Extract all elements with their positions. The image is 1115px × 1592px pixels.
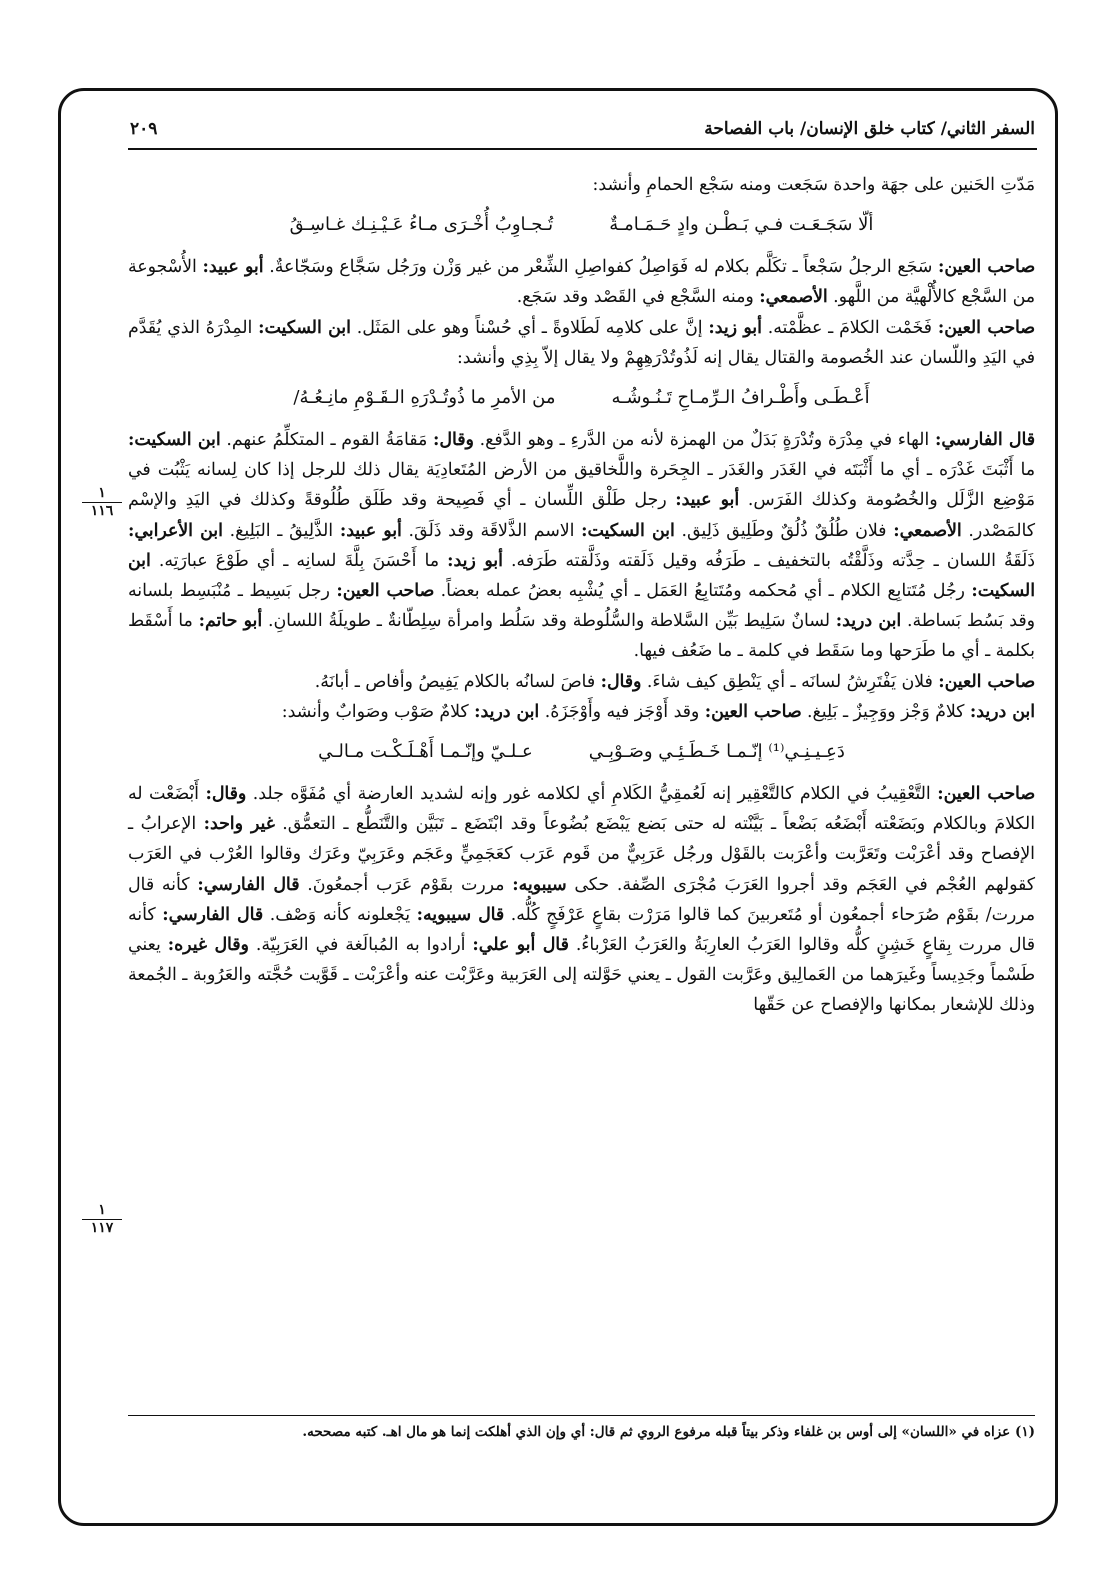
text-run: ومنه السَّجْع في القَصْد وقد سَجَع. [516,287,760,308]
margin-note-denominator: ١١٦ [90,503,114,519]
text-run: الاسم الذَّلاقَة وقد ذَلَقَ. [401,520,582,541]
verse-hemistich-left: من الأمرِ ما ذُوتُـدْرَهِ الـقَـوْمِ مانِـعُـهُ/ [293,387,556,409]
speaker-label: ابن السكيت: [128,550,1035,602]
speaker-label: ابن دريد: [835,611,902,632]
speaker-label: أبو عبيد: [202,257,264,278]
text-run: التَّعْقِيبُ في الكلام كالتَّعْقِير إنه لَعُمقِيُّ الكَلامِ أي لكلامه غور وإنه لشديد العارضة أي مُفَوَّه جلد. [246,784,938,805]
verse-hemistich-left: تُـجـاوِبُ أُخْـرَى مـاءُ عَـيْـنِـك غـاسِـقُ [289,214,554,236]
speaker-label: ابن دريد: [969,701,1035,722]
verse-hemistich-right: ألّا سَجَـعَـت فـي بَـطْـن وادٍ حَـمَـامـةٌ [609,214,874,236]
speaker-label: قال أبو علي: [472,935,569,956]
speaker-label: ابن السكيت: [128,430,221,451]
header-rule [128,148,1037,150]
text-run: كأنه قال مررت/ بقَوْم صُرَحاء أجمعُون أو مُتَعربينَ كما قالوا مَرَرْت بقاعٍ عَرْفَجٍ كُلُّه. [128,874,1036,925]
paragraph-3 [128,313,1035,373]
verse-hemistich-right: دَعِـيـنِـي⁽¹⁾ إنّـمـا خَـطَـئِـي وصَـوْبِـي [588,741,845,763]
margin-note-2 [82,1203,122,1236]
text-run: رجل بَسِيط ـ مُنْبَسِط بلسانه وقد بَسُط بَساطة. [128,581,1035,632]
verse-hemistich-left: عـلـيّ وإنّـمـا أَهْـلَـكْـت مـالـي [318,741,533,763]
speaker-label: صاحب العين: [937,784,1035,805]
text-run: أرادوا به المُبالَغة في العَرَبِيّة. [248,935,473,956]
speaker-label: أبو عبيد: [675,490,740,511]
text-run: وقد أَوْجَز فيه وأَوْجَزَهُ. [539,701,705,722]
verse-hemistich-right: أَعْـطَـى وأَطْـرافُ الـرِّمـاحِ تَـنُـوشُـه [611,387,870,409]
paragraph-4 [128,425,1035,667]
margin-note-numerator: ١ [82,1203,122,1220]
text-run: ما أَثْبَتَ غَدْرَه ـ أي ما أَثْبَتَه في الغَدَر والغَدَر ـ الجِحَرة واللَّخاقيق من الأرض المُتَعادِيَة يقال ذلك للرجل إذا كان لِسانه يَثْبُت في مَوْضِع الزَّلَل والخُصُومة وكذلك الفَرَس. [128,460,1035,511]
verse-2 [128,381,1035,415]
margin-note-numerator: ١ [82,486,122,503]
text-run: رجُل مُتَتابِع الكلام ـ أي مُحكمه ومُتَتابِعُ العَمَل ـ أي يُشْبِه بعضُ عمله بعضاً. [434,581,972,602]
running-title: السفر الثاني/ كتاب خلق الإنسان/ باب الفصاحة [704,119,1035,139]
text-run: مَقامَةُ القوم ـ المتكلِّمُ عنهم. [220,430,434,451]
text-run: ما أَسْقَط بكلمة ـ أي ما طَرَحها وما سَقَط في كلمة ـ ما ضَعُف فيها. [128,611,1035,662]
speaker-label: أبو زيد: [708,317,762,338]
paragraph-2 [128,252,1035,312]
text-run: رجل طَلْق اللِّسان ـ أي فَصِيحة وقد طَلَق طُلُوقةً وكذلك في اليَدِ والإسْم كالمَصْدر. [128,490,1036,541]
verse-3 [128,735,1035,769]
text-run: يعني طَسْماً وجَدِيساً وغَيرَهما من العَمالِيق وعَرَّبت القول ـ يعني حَوَّلته إلى العَرَبية وعَرَّبْت عنه وأعْرَبْت ـ قَوَّيت حُجَّته والعَرُوبة ـ الجُمعة وذلك للإشعار بمكانها والإفصاح عن حَقّها [128,935,1035,1016]
text-run: الهاء في مِدْرَة وتُدْرَةٍ بَدَلٌ من الهمزة لأنه من الدَّرءِ ـ وهو الدَّفع. [473,430,935,451]
text-run: كلامٌ صَوْب وصَوابٌ وأنشد: [281,701,475,722]
paragraph-1: مَدّتِ الحَنين على جهَة واحدة سَجَعت ومنه سَجْع الحمامِ وأنشد: [592,175,1035,195]
speaker-label: صاحب العين: [938,257,1035,278]
margin-note-1 [82,486,122,519]
paragraph-7 [128,779,1035,1021]
speaker-label: وقال: [205,784,247,805]
speaker-label: قال سيبويه: [416,904,505,925]
text-run: ذَلَقَةُ اللسان ـ حِدَّته وذَلَّقْتُه بالتخفيف ـ طَرَفُه وقيل ذَلَقته وذَلَّقته طَرَفه. [502,550,1035,571]
text-run: مررت بقَوْم عَرَب أجمعُونَ. [299,874,513,895]
speaker-label: وقال: [433,430,474,451]
text-run: كأنه قال مررت بِقاعٍ خَشِنٍ كلُّه وقالوا العَرَبُ العارِبَةُ والعَرَبُ العَرْباءُ. [128,904,1035,956]
text-run: أَبْضَعْت له الكلامَ وبالكلام وبَضَعْته أَبْضَعُه بَضْعاً ـ بَيَّنْته له حتى بَضع يَبْضَع بُضُوعاً وقد ابْتَضَع ـ تَبَيَّن والتَّنَطُّع ـ التعمُّق. [128,784,1035,835]
speaker-label: الأصمعي: [759,287,828,308]
speaker-label: الأصمعي: [893,520,962,541]
text-run: فلان يَفْتَرِشُ لسانَه ـ أي يَنْطِق كيف شاءَ. [641,671,939,692]
text-run: الإعرابُ ـ الإفصاح وقد أعْرَبْت وتَعَرَّبت وأعْرَبت بالقَوْل ورجُل عَرَبِيٌّ من قَوم عَرَب كعَجَمِيٍّ وعَجَم وعَرَبِيّ وعَرَك وقالوا العُرْب في العَرَب كقولهم العُجْم في العَجَم وقد أجروا العَرَبَ مُجْرَى الصِّفة. حكى [128,814,1036,895]
speaker-label: سيبويه: [512,874,567,895]
footnote-text: عزاه في «اللسان» إلى أوس بن غلفاء وذكر بيتاً قبله مرفوع الروي ثم قال: أي وإن الذي أهلكت إنما هو مال اهـ. كتبه مصححه. [302,1424,1011,1440]
main-text [128,170,1035,1021]
page-number: ٢٠٩ [130,119,158,139]
page-header [130,112,1035,146]
verse-1 [128,208,1035,242]
speaker-label: صاحب العين: [336,581,435,602]
speaker-label: قال الفارسي: [197,874,300,895]
text-run: يَجْعلونه كأنه وَصْف. [263,904,417,925]
speaker-label: صاحب العين: [938,671,1035,692]
text-run: الذَّلِيقُ ـ البَلِيغ. [222,520,340,541]
text-run: الأُسْجوعة من السَّجْع كالأُلْهيَّة من اللَّهو. [128,257,1035,308]
speaker-label: صاحب العين: [704,701,802,722]
text-run: فَخَمْت الكلامَ ـ عظَّمْته. [761,317,938,338]
footnote [128,1420,1035,1444]
margin-note-denominator: ١١٧ [90,1220,114,1236]
paragraph-5 [128,667,1035,697]
speaker-label: قال الفارسي: [934,430,1036,451]
speaker-label: أبو حاتم: [198,611,263,632]
footnote-rule [128,1415,1035,1416]
text-run: فاصَ لسانُه بالكلام يَفِيصُ وأفاص ـ أبانَهُ. [314,671,601,692]
speaker-label: وقال غيره: [167,935,249,956]
speaker-label: وقال: [600,671,642,692]
speaker-label: قال الفارسي: [162,904,264,925]
speaker-label: أبو زيد: [447,550,503,571]
text-run: إنَّ على كلامِه لَطَلاوةً ـ أي حُسْناً وهو على المَثَل. [350,317,709,338]
text-run: المِدْرَهُ الذي يُقَدَّم في اليَدِ واللّسان عند الخُصومة والقتال يقال إنه لَذُوتُدْرَهِهِمْ ولا يقال إلاّ بِذِي وأنشد: [128,317,1035,368]
text-run: سَجَع الرجلُ سَجْعاً ـ تكَلَّم بكلام له فَوَاصِلُ كفواصِلِ الشِّعْر من غير وَزْن ورَجُل سَجَّاع وسَجّاعةٌ. [263,257,938,278]
text-run: ما أَحْسَنَ بِلَّةَ لسانِه ـ أي طَوْعَ عبارَتِه. [150,550,448,571]
text-run: كلامٌ وَجْز ووَجِيزٌ ـ بَلِيغ. [801,701,970,722]
paragraph-6 [128,697,1035,727]
speaker-label: أبو عبيد: [339,520,402,541]
text-run: فلان طُلُقٌ ذُلُقٌ وطَلِيق ذَلِيق. [674,520,894,541]
speaker-label: ابن دريد: [474,701,540,722]
footnote-marker: (١) [1014,1424,1035,1440]
speaker-label: غير واحد: [203,814,275,835]
text-run: لسانٌ سَلِيط بَيِّن السَّلاطة والسُّلُوطة وقد سَلُط وامرأة سِلِطّانةٌ ـ طويلَةُ اللسانِ. [262,611,836,632]
speaker-label: ابن السكيت: [258,317,351,338]
speaker-label: ابن السكيت: [581,520,675,541]
speaker-label: ابن الأعرابي: [128,520,223,541]
speaker-label: صاحب العين: [937,317,1035,338]
